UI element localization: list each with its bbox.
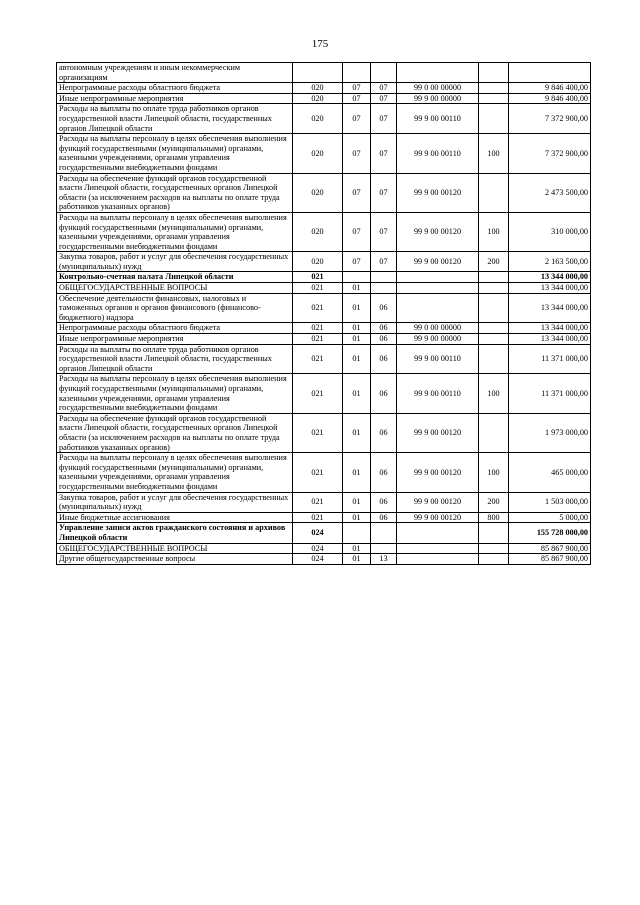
amount-cell: 13 344 000,00 bbox=[509, 334, 591, 345]
expense-type-code-cell: 100 bbox=[479, 134, 509, 173]
table-row bbox=[57, 83, 591, 94]
item-name-cell: Закупка товаров, работ и услуг для обеспечения государственных (муниципальных) нужд bbox=[57, 252, 293, 272]
expense-type-code-cell bbox=[479, 523, 509, 543]
target-item-code-cell bbox=[397, 283, 479, 294]
subsection-code-cell: 06 bbox=[371, 344, 397, 374]
ministry-code-cell: 021 bbox=[293, 334, 343, 345]
subsection-code-cell: 06 bbox=[371, 323, 397, 334]
item-name-cell: Иные непрограммные мероприятия bbox=[57, 93, 293, 104]
target-item-code-cell: 99 9 00 00000 bbox=[397, 93, 479, 104]
amount-cell: 2 473 500,00 bbox=[509, 173, 591, 212]
expense-type-code-cell bbox=[479, 173, 509, 212]
subsection-code-cell: 06 bbox=[371, 374, 397, 413]
expense-type-code-cell: 100 bbox=[479, 453, 509, 492]
section-code-cell: 07 bbox=[343, 93, 371, 104]
subsection-code-cell: 06 bbox=[371, 334, 397, 345]
target-item-code-cell: 99 9 00 00120 bbox=[397, 252, 479, 272]
table-row bbox=[57, 272, 591, 283]
ministry-code-cell: 021 bbox=[293, 512, 343, 523]
ministry-code-cell: 020 bbox=[293, 83, 343, 94]
target-item-code-cell: 99 9 00 00110 bbox=[397, 134, 479, 173]
table-body bbox=[57, 63, 591, 565]
subsection-code-cell: 07 bbox=[371, 83, 397, 94]
target-item-code-cell bbox=[397, 523, 479, 543]
item-name-cell: ОБЩЕГОСУДАРСТВЕННЫЕ ВОПРОСЫ bbox=[57, 283, 293, 294]
ministry-code-cell: 021 bbox=[293, 272, 343, 283]
section-code-cell: 01 bbox=[343, 283, 371, 294]
target-item-code-cell bbox=[397, 543, 479, 554]
amount-cell: 1 973 000,00 bbox=[509, 413, 591, 452]
subsection-code-cell: 07 bbox=[371, 134, 397, 173]
table-row bbox=[57, 523, 591, 543]
item-name-cell: Иные непрограммные мероприятия bbox=[57, 334, 293, 345]
target-item-code-cell: 99 9 00 00110 bbox=[397, 344, 479, 374]
target-item-code-cell: 99 9 00 00120 bbox=[397, 173, 479, 212]
ministry-code-cell: 021 bbox=[293, 283, 343, 294]
target-item-code-cell: 99 0 00 00000 bbox=[397, 323, 479, 334]
ministry-code-cell: 021 bbox=[293, 492, 343, 512]
amount-cell: 155 728 000,00 bbox=[509, 523, 591, 543]
amount-cell: 465 000,00 bbox=[509, 453, 591, 492]
section-code-cell: 01 bbox=[343, 413, 371, 452]
amount-cell: 9 846 400,00 bbox=[509, 93, 591, 104]
item-name-cell: Управление записи актов гражданского состояния и архивов Липецкой области bbox=[57, 523, 293, 543]
expense-type-code-cell: 800 bbox=[479, 512, 509, 523]
section-code-cell: 01 bbox=[343, 344, 371, 374]
target-item-code-cell: 99 9 00 00120 bbox=[397, 212, 479, 251]
section-code-cell: 01 bbox=[343, 554, 371, 565]
target-item-code-cell bbox=[397, 272, 479, 283]
page-number: 175 bbox=[311, 38, 329, 50]
target-item-code-cell bbox=[397, 293, 479, 323]
expense-type-code-cell bbox=[479, 272, 509, 283]
section-code-cell bbox=[343, 523, 371, 543]
expense-type-code-cell: 200 bbox=[479, 492, 509, 512]
item-name-cell: Расходы на выплаты по оплате труда работников органов государственной власти Липецкой области, государственных органов Липецкой области bbox=[57, 104, 293, 134]
expense-type-code-cell bbox=[479, 323, 509, 334]
amount-cell: 85 867 900,00 bbox=[509, 554, 591, 565]
item-name-cell: Иные бюджетные ассигнования bbox=[57, 512, 293, 523]
ministry-code-cell: 020 bbox=[293, 173, 343, 212]
ministry-code-cell: 020 bbox=[293, 134, 343, 173]
subsection-code-cell: 06 bbox=[371, 492, 397, 512]
subsection-code-cell: 06 bbox=[371, 293, 397, 323]
subsection-code-cell bbox=[371, 283, 397, 294]
subsection-code-cell: 13 bbox=[371, 554, 397, 565]
item-name-cell: Расходы на выплаты персоналу в целях обеспечения выполнения функций государственными (муниципальными) органами, казенными учреждениями, органами управления государственными внебюджетными фондами bbox=[57, 212, 293, 251]
table-row bbox=[57, 134, 591, 173]
table-row bbox=[57, 543, 591, 554]
amount-cell: 13 344 000,00 bbox=[509, 272, 591, 283]
section-code-cell: 07 bbox=[343, 212, 371, 251]
section-code-cell: 07 bbox=[343, 134, 371, 173]
item-name-cell: Другие общегосударственные вопросы bbox=[57, 554, 293, 565]
section-code-cell: 01 bbox=[343, 374, 371, 413]
target-item-code-cell: 99 9 00 00120 bbox=[397, 492, 479, 512]
table-row bbox=[57, 63, 591, 83]
section-code-cell: 07 bbox=[343, 104, 371, 134]
expense-type-code-cell bbox=[479, 543, 509, 554]
table-row bbox=[57, 283, 591, 294]
table-row bbox=[57, 344, 591, 374]
item-name-cell: Контрольно-счетная палата Липецкой области bbox=[57, 272, 293, 283]
subsection-code-cell: 07 bbox=[371, 252, 397, 272]
table-row bbox=[57, 512, 591, 523]
item-name-cell: ОБЩЕГОСУДАРСТВЕННЫЕ ВОПРОСЫ bbox=[57, 543, 293, 554]
table-row bbox=[57, 554, 591, 565]
amount-cell: 5 000,00 bbox=[509, 512, 591, 523]
table-row bbox=[57, 293, 591, 323]
item-name-cell: Расходы на выплаты персоналу в целях обеспечения выполнения функций государственными (муниципальными) органами, казенными учреждениями, органами управления государственными внебюджетными фондами bbox=[57, 453, 293, 492]
subsection-code-cell: 07 bbox=[371, 93, 397, 104]
subsection-code-cell: 06 bbox=[371, 453, 397, 492]
amount-cell: 85 867 900,00 bbox=[509, 543, 591, 554]
table-row bbox=[57, 252, 591, 272]
ministry-code-cell: 024 bbox=[293, 543, 343, 554]
target-item-code-cell: 99 9 00 00120 bbox=[397, 512, 479, 523]
section-code-cell: 07 bbox=[343, 173, 371, 212]
amount-cell: 1 503 000,00 bbox=[509, 492, 591, 512]
subsection-code-cell bbox=[371, 63, 397, 83]
budget-table bbox=[56, 62, 591, 565]
item-name-cell: Расходы на обеспечение функций органов государственной власти Липецкой области, государственных органов Липецкой области (за исключением расходов на выплаты по оплате труда работников указанных органов) bbox=[57, 173, 293, 212]
subsection-code-cell bbox=[371, 272, 397, 283]
section-code-cell: 07 bbox=[343, 83, 371, 94]
table-row bbox=[57, 453, 591, 492]
table-row bbox=[57, 374, 591, 413]
target-item-code-cell: 99 9 00 00110 bbox=[397, 374, 479, 413]
item-name-cell: Обеспечение деятельности финансовых, налоговых и таможенных органов и органов финансового (финансово-бюджетного) надзора bbox=[57, 293, 293, 323]
expense-type-code-cell bbox=[479, 554, 509, 565]
expense-type-code-cell: 200 bbox=[479, 252, 509, 272]
section-code-cell: 07 bbox=[343, 252, 371, 272]
item-name-cell: Непрограммные расходы областного бюджета bbox=[57, 83, 293, 94]
amount-cell: 11 371 000,00 bbox=[509, 374, 591, 413]
expense-type-code-cell bbox=[479, 344, 509, 374]
ministry-code-cell: 020 bbox=[293, 93, 343, 104]
amount-cell: 2 163 500,00 bbox=[509, 252, 591, 272]
ministry-code-cell: 024 bbox=[293, 523, 343, 543]
table-row bbox=[57, 492, 591, 512]
subsection-code-cell: 07 bbox=[371, 173, 397, 212]
amount-cell: 9 846 400,00 bbox=[509, 83, 591, 94]
expense-type-code-cell bbox=[479, 334, 509, 345]
section-code-cell bbox=[343, 63, 371, 83]
target-item-code-cell: 99 9 00 00120 bbox=[397, 413, 479, 452]
expense-type-code-cell: 100 bbox=[479, 212, 509, 251]
ministry-code-cell: 021 bbox=[293, 413, 343, 452]
expense-type-code-cell bbox=[479, 413, 509, 452]
target-item-code-cell bbox=[397, 554, 479, 565]
subsection-code-cell: 07 bbox=[371, 212, 397, 251]
amount-cell: 7 372 900,00 bbox=[509, 104, 591, 134]
item-name-cell: Расходы на выплаты по оплате труда работников органов государственной власти Липецкой области, государственных органов Липецкой области bbox=[57, 344, 293, 374]
section-code-cell: 01 bbox=[343, 512, 371, 523]
amount-cell bbox=[509, 63, 591, 83]
section-code-cell: 01 bbox=[343, 492, 371, 512]
expense-type-code-cell: 100 bbox=[479, 374, 509, 413]
ministry-code-cell: 020 bbox=[293, 104, 343, 134]
section-code-cell: 01 bbox=[343, 543, 371, 554]
target-item-code-cell bbox=[397, 63, 479, 83]
section-code-cell: 01 bbox=[343, 334, 371, 345]
expense-type-code-cell bbox=[479, 104, 509, 134]
amount-cell: 7 372 900,00 bbox=[509, 134, 591, 173]
amount-cell: 13 344 000,00 bbox=[509, 323, 591, 334]
subsection-code-cell: 07 bbox=[371, 104, 397, 134]
ministry-code-cell: 020 bbox=[293, 212, 343, 251]
table-row bbox=[57, 323, 591, 334]
item-name-cell: автономным учреждениям и иным некоммерческим организациям bbox=[57, 63, 293, 83]
amount-cell: 310 000,00 bbox=[509, 212, 591, 251]
target-item-code-cell: 99 9 00 00110 bbox=[397, 104, 479, 134]
subsection-code-cell: 06 bbox=[371, 512, 397, 523]
section-code-cell bbox=[343, 272, 371, 283]
ministry-code-cell bbox=[293, 63, 343, 83]
item-name-cell: Расходы на выплаты персоналу в целях обеспечения выполнения функций государственными (муниципальными) органами, казенными учреждениями, органами управления государственными внебюджетными фондами bbox=[57, 374, 293, 413]
section-code-cell: 01 bbox=[343, 453, 371, 492]
expense-type-code-cell bbox=[479, 63, 509, 83]
amount-cell: 11 371 000,00 bbox=[509, 344, 591, 374]
ministry-code-cell: 021 bbox=[293, 293, 343, 323]
expense-type-code-cell bbox=[479, 83, 509, 94]
item-name-cell: Расходы на обеспечение функций органов государственной власти Липецкой области, государственных органов Липецкой области (за исключением расходов на выплаты по оплате труда работников указанных органов) bbox=[57, 413, 293, 452]
ministry-code-cell: 021 bbox=[293, 344, 343, 374]
subsection-code-cell bbox=[371, 523, 397, 543]
amount-cell: 13 344 000,00 bbox=[509, 293, 591, 323]
target-item-code-cell: 99 9 00 00120 bbox=[397, 453, 479, 492]
section-code-cell: 01 bbox=[343, 323, 371, 334]
section-code-cell: 01 bbox=[343, 293, 371, 323]
amount-cell: 13 344 000,00 bbox=[509, 283, 591, 294]
ministry-code-cell: 020 bbox=[293, 252, 343, 272]
subsection-code-cell bbox=[371, 543, 397, 554]
subsection-code-cell: 06 bbox=[371, 413, 397, 452]
ministry-code-cell: 021 bbox=[293, 323, 343, 334]
item-name-cell: Закупка товаров, работ и услуг для обеспечения государственных (муниципальных) нужд bbox=[57, 492, 293, 512]
item-name-cell: Непрограммные расходы областного бюджета bbox=[57, 323, 293, 334]
item-name-cell: Расходы на выплаты персоналу в целях обеспечения выполнения функций государственными (муниципальными) органами, казенными учреждениями, органами управления государственными внебюджетными фондами bbox=[57, 134, 293, 173]
target-item-code-cell: 99 9 00 00000 bbox=[397, 334, 479, 345]
ministry-code-cell: 021 bbox=[293, 453, 343, 492]
table-row bbox=[57, 334, 591, 345]
ministry-code-cell: 024 bbox=[293, 554, 343, 565]
target-item-code-cell: 99 0 00 00000 bbox=[397, 83, 479, 94]
table-row bbox=[57, 93, 591, 104]
table-row bbox=[57, 413, 591, 452]
ministry-code-cell: 021 bbox=[293, 374, 343, 413]
expense-type-code-cell bbox=[479, 93, 509, 104]
expense-type-code-cell bbox=[479, 293, 509, 323]
table-row bbox=[57, 104, 591, 134]
table-row bbox=[57, 212, 591, 251]
expense-type-code-cell bbox=[479, 283, 509, 294]
table-row bbox=[57, 173, 591, 212]
